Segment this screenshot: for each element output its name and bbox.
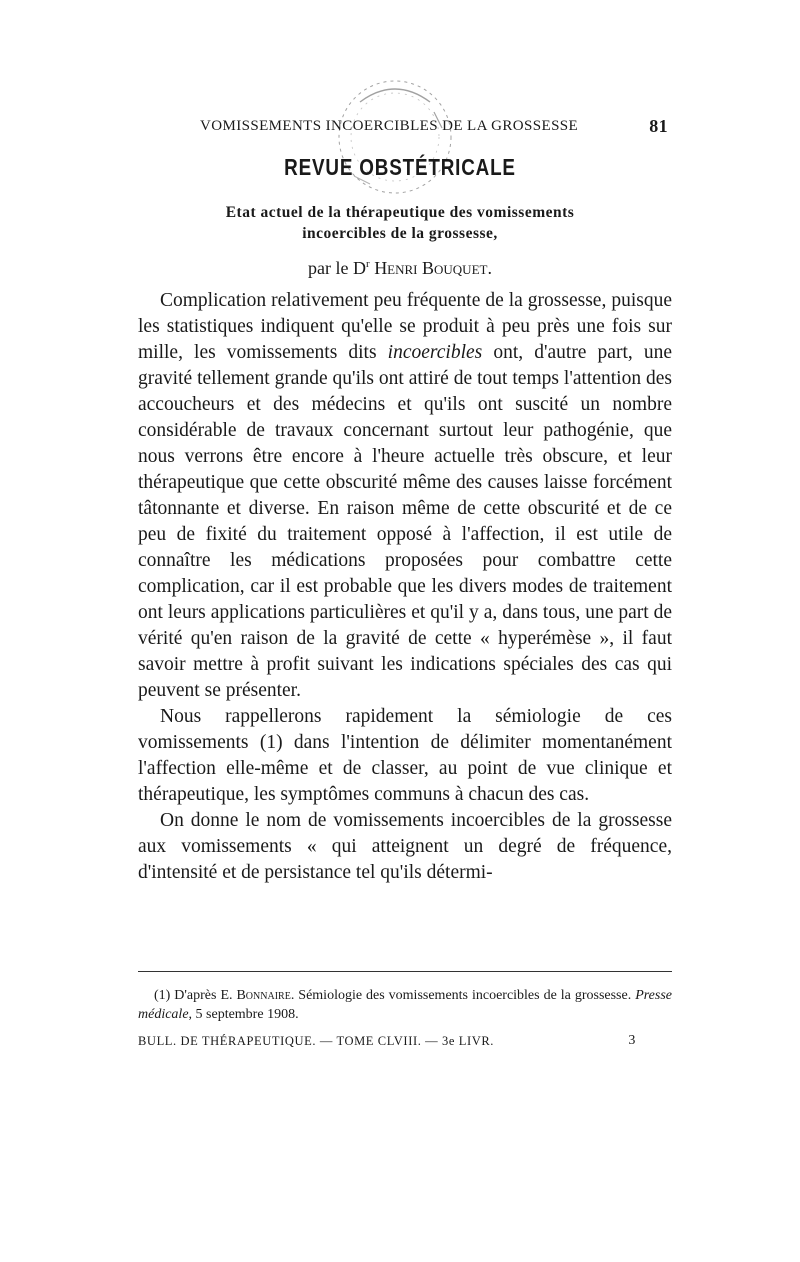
footnote-text-a: . Sémiologie des vomissements incoercibles de la grossesse. xyxy=(290,988,636,1003)
author-name: Henri Bouquet. xyxy=(374,258,492,278)
footnote-text-b: , 5 septembre 1908. xyxy=(188,1007,299,1022)
byline-sup: r xyxy=(366,258,370,270)
section-title: REVUE OBSTÉTRICALE xyxy=(284,154,516,180)
byline xyxy=(0,258,800,279)
footnote-label: (1) D'après E. xyxy=(154,988,237,1003)
page-footer xyxy=(138,1034,672,1052)
running-head xyxy=(160,116,680,140)
paragraph-1-emphasis: incoercibles xyxy=(387,342,483,363)
footer-signature: BULL. DE THÉRAPEUTIQUE. — TOME CLVIII. — 3e LIVR. xyxy=(138,1034,494,1048)
footnote-journal: Presse médicale xyxy=(138,988,672,1022)
article-title xyxy=(0,202,800,244)
paragraph-3: On donne le nom de vomissements incoercibles de la grossesse aux vomissements « qui atteignent un degré de fréquence, d'intensité et de persistance tel qu'ils détermi- xyxy=(138,810,672,883)
paragraph-1 xyxy=(138,288,672,704)
footer-sheet-number: 3 xyxy=(628,1033,636,1048)
body-text xyxy=(138,288,672,886)
footnote-rule xyxy=(138,971,672,972)
article-title-line-2: incoercibles de la grossesse, xyxy=(302,225,498,242)
running-head-title: VOMISSEMENTS INCOERCIBLES DE LA GROSSESSE xyxy=(200,118,579,134)
article-title-line-1: Etat actuel de la thérapeutique des vomissements xyxy=(225,204,575,221)
paragraph-1-a: Complication relativement peu fréquente de la grossesse, puisque les statistiques indiquent qu'elle se produit à peu près une fois sur mille, les vomissements dits xyxy=(138,290,672,363)
footnote-author: Bonnaire xyxy=(236,988,291,1003)
paragraph-2: Nous rappellerons rapidement la sémiologie de ces vomissements (1) dans l'intention de délimiter momentanément l'affection elle-même et de classer, au point de vue clinique et thérapeutique, les symptômes communs à chacun des cas. xyxy=(138,706,672,805)
footnote xyxy=(138,986,672,1024)
byline-prefix: par le D xyxy=(308,258,367,278)
paragraph-1-b: ont, d'autre part, une gravité tellement grande qu'ils ont attiré de tout temps l'attention des accoucheurs et des médecins et qu'ils ont suscité un nombre considérable de travaux concernant surtout leur pathogénie, que nous verrons être encore à l'heure actuelle très obscure, et leur thérapeutique que cette obscurité même des causes laisse forcément tâtonnante et diverse. En raison même de cette obscurité et de ce peu de fixité du traitement opposé à l'affection, il est utile de connaître les médications proposées pour combattre cette complication, car il est probable que les divers modes de traitement ont leurs applications particulières et qu'il y a, dans tous, une part de vérité qu'en raison de la gravité de cette « hyperémèse », il faut savoir mettre à profit suivant les indications spéciales des cas qui peuvent se présenter. xyxy=(138,342,672,701)
page-number: 81 xyxy=(649,116,668,136)
